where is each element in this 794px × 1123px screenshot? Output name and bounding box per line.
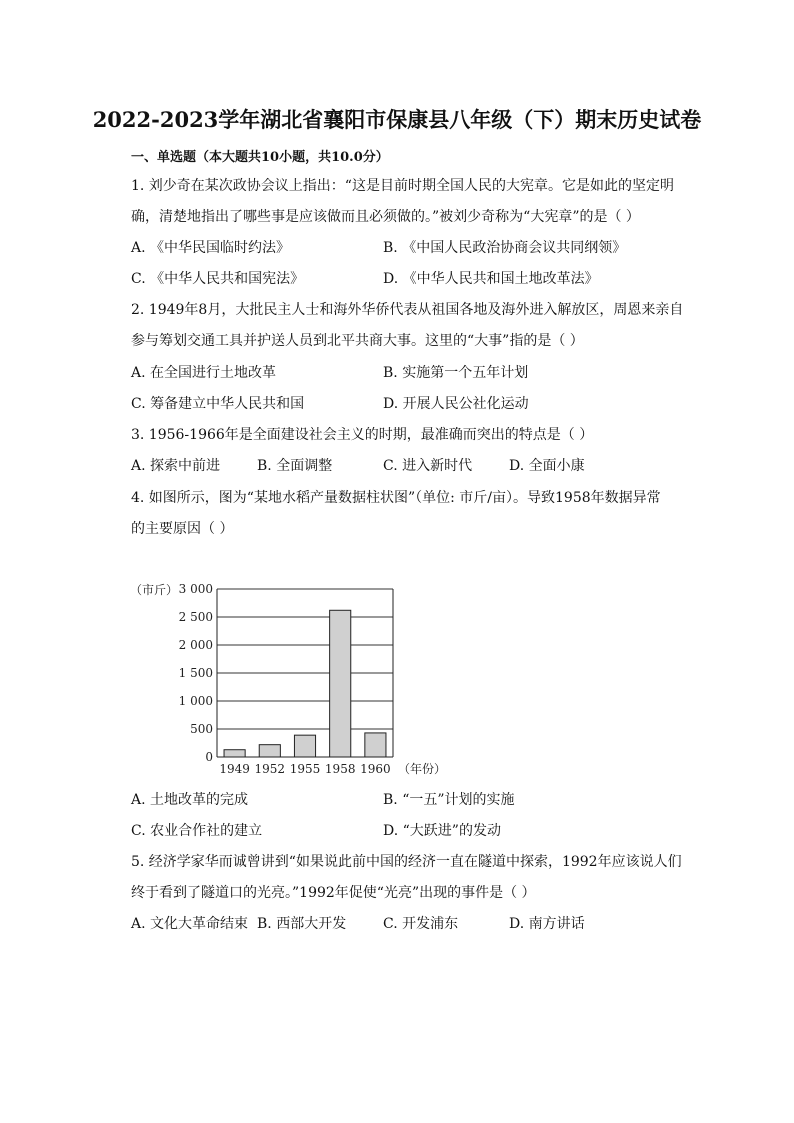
chart-y-tick-label: 500 — [190, 722, 213, 736]
question-5-option-d: D. 南方讲话 — [509, 916, 585, 932]
chart-y-axis-label: （市斤） — [130, 583, 179, 597]
chart-y-tick-label: 0 — [205, 750, 213, 764]
chart-x-tick-label: 1960 — [360, 762, 391, 776]
question-3-option-d: D. 全面小康 — [509, 458, 585, 474]
question-2-option-b: B. 实施第一个五年计划 — [383, 365, 529, 381]
question-1-option-b: B. 《中国人民政治协商会议共同纲领》 — [383, 240, 627, 256]
question-4-option-c: C. 农业合作社的建立 — [131, 823, 263, 839]
question-5-option-a: A. 文化大革命结束 — [131, 916, 249, 932]
chart-bar-1960 — [365, 733, 386, 757]
question-2-line-2: 参与筹划交通工具并护送人员到北平共商大事。这里的“大事”指的是（ ） — [131, 333, 584, 349]
chart-bar-1949 — [224, 750, 245, 757]
question-4-option-d: D. “大跃进”的发动 — [383, 823, 501, 839]
chart-x-tick-label: 1949 — [219, 762, 250, 776]
question-2-option-d: D. 开展人民公社化运动 — [383, 396, 529, 412]
chart-x-tick-label: 1952 — [254, 762, 286, 776]
question-1-line-2: 确，清楚地指出了哪些事是应该做而且必须做的。”被刘少奇称为“大宪章”的是（ ） — [131, 209, 640, 225]
question-5-line-2: 终于看到了隧道口的光亮。”1992年促使“光亮”出现的事件是（ ） — [131, 885, 536, 901]
exam-title: 2022-2023学年湖北省襄阳市保康县八年级（下）期末历史试卷 — [92, 107, 702, 132]
question-1-option-a: A. 《中华民国临时约法》 — [131, 240, 291, 256]
question-3-option-c: C. 进入新时代 — [383, 458, 473, 474]
rice-yield-bar-chart — [120, 575, 460, 780]
question-3-option-b: B. 全面调整 — [257, 458, 333, 474]
chart-y-tick-label: 3 000 — [178, 582, 213, 596]
chart-y-tick-label: 2 000 — [178, 638, 213, 652]
question-4-option-b: B. “一五”计划的实施 — [383, 792, 515, 808]
question-2-option-a: A. 在全国进行土地改革 — [131, 365, 277, 381]
question-5-option-c: C. 开发浦东 — [383, 916, 459, 932]
question-5-line-1: 5. 经济学家华而诚曾讲到“如果说此前中国的经济一直在隧道中探索，1992年应该说人们 — [131, 854, 682, 870]
chart-y-tick-label: 1 500 — [178, 666, 213, 680]
question-4-line-2: 的主要原因（ ） — [131, 521, 234, 537]
chart-bar-1955 — [294, 735, 315, 757]
question-3-option-a: A. 探索中前进 — [131, 458, 221, 474]
chart-y-tick-label: 2 500 — [178, 610, 213, 624]
question-3-line-1: 3. 1956-1966年是全面建设社会主义的时期，最准确而突出的特点是（ ） — [131, 427, 594, 443]
chart-y-tick-label: 1 000 — [178, 694, 213, 708]
question-5-option-b: B. 西部大开发 — [257, 916, 347, 932]
chart-x-tick-label: 1955 — [289, 762, 321, 776]
chart-bar-1952 — [259, 745, 280, 757]
question-4-option-a: A. 土地改革的完成 — [131, 792, 249, 808]
question-1-line-1: 1. 刘少奇在某次政协会议上指出：“这是目前时期全国人民的大宪章。它是如此的坚定明 — [131, 178, 674, 194]
chart-x-tick-label: 1958 — [324, 762, 356, 776]
question-1-option-c: C. 《中华人民共和国宪法》 — [131, 271, 305, 287]
question-2-option-c: C. 筹备建立中华人民共和国 — [131, 396, 305, 412]
section-header: 一、单选题（本大题共10小题，共10.0分） — [131, 150, 389, 165]
question-4-line-1: 4. 如图所示，图为“某地水稻产量数据柱状图”（单位: 市斤/亩）。导致1958年数据异常 — [131, 490, 661, 506]
chart-x-axis-label: （年份） — [398, 762, 447, 776]
question-2-line-1: 2. 1949年8月，大批民主人士和海外华侨代表从祖国各地及海外进入解放区，周恩来亲自 — [131, 302, 684, 318]
chart-bar-1958 — [330, 610, 351, 757]
question-1-option-d: D. 《中华人民共和国土地改革法》 — [383, 271, 599, 287]
